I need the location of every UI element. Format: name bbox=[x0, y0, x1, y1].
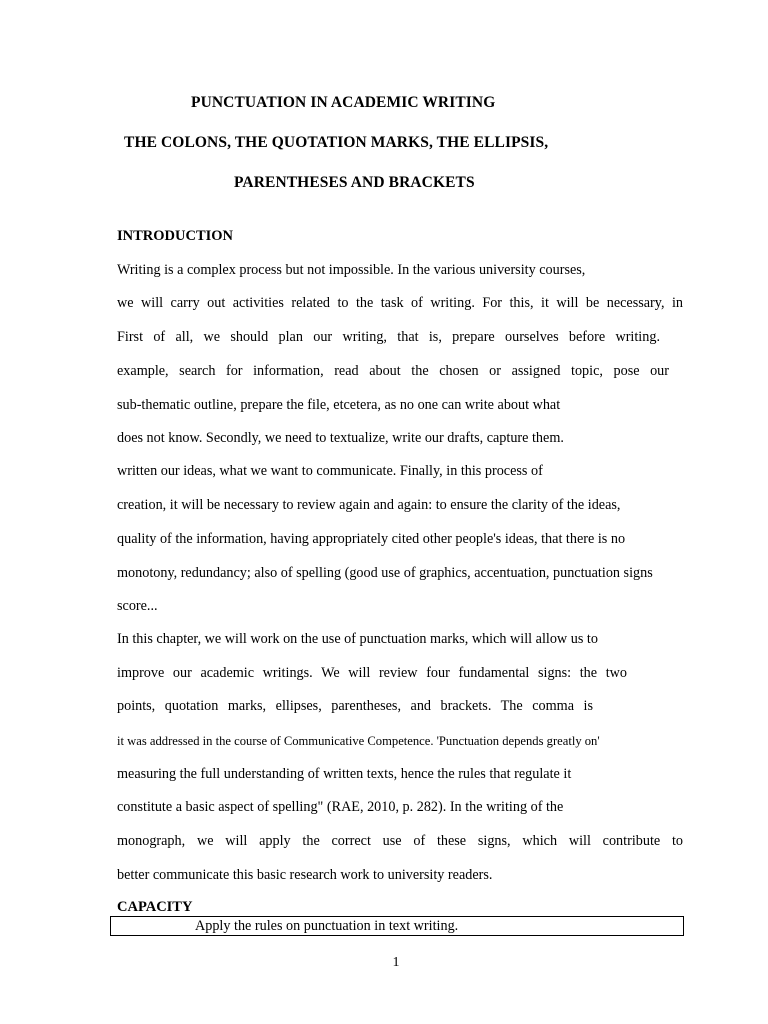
paragraph-line: First of all, we should plan our writing, that is, prepare ourselves before writing. bbox=[117, 329, 660, 345]
document-subtitle-line-1: THE COLONS, THE QUOTATION MARKS, THE ELLIPSIS, bbox=[124, 134, 549, 151]
paragraph-line: measuring the full understanding of written texts, hence the rules that regulate it bbox=[117, 766, 572, 782]
paragraph-line: better communicate this basic research work to university readers. bbox=[117, 867, 493, 883]
capacity-heading: CAPACITY bbox=[117, 899, 193, 915]
paragraph-line: In this chapter, we will work on the use of punctuation marks, which will allow us to bbox=[117, 631, 598, 647]
capacity-box bbox=[110, 916, 684, 936]
paragraph-line: Writing is a complex process but not impossible. In the various university courses, bbox=[117, 262, 586, 278]
paragraph-line: creation, it will be necessary to review again and again: to ensure the clarity of the ideas, bbox=[117, 497, 621, 513]
paragraph-line: does not know. Secondly, we need to textualize, write our drafts, capture them. bbox=[117, 430, 564, 446]
paragraph-line: score... bbox=[117, 598, 158, 614]
paragraph-line: improve our academic writings. We will review four fundamental signs: the two bbox=[117, 665, 627, 681]
paragraph-line: monograph, we will apply the correct use of these signs, which will contribute to bbox=[117, 833, 683, 849]
paragraph-line: constitute a basic aspect of spelling" (RAE, 2010, p. 282). In the writing of the bbox=[117, 799, 564, 815]
document-title: PUNCTUATION IN ACADEMIC WRITING bbox=[191, 94, 496, 111]
paragraph-line: we will carry out activities related to the task of writing. For this, it will be necessary, in bbox=[117, 295, 683, 311]
paragraph-line: quality of the information, having appropriately cited other people's ideas, that there is no bbox=[117, 531, 626, 547]
paragraph-line: sub-thematic outline, prepare the file, etcetera, as no one can write about what bbox=[117, 397, 561, 413]
paragraph-line: monotony, redundancy; also of spelling (good use of graphics, accentuation, punctuation signs bbox=[117, 565, 653, 581]
paragraph-line: points, quotation marks, ellipses, parentheses, and brackets. The comma is bbox=[117, 698, 593, 714]
introduction-heading: INTRODUCTION bbox=[117, 228, 234, 244]
paragraph-line: written our ideas, what we want to communicate. Finally, in this process of bbox=[117, 463, 543, 479]
paragraph-line: example, search for information, read about the chosen or assigned topic, pose our bbox=[117, 363, 669, 379]
document-subtitle-line-2: PARENTHESES AND BRACKETS bbox=[234, 174, 475, 191]
capacity-text: Apply the rules on punctuation in text writing. bbox=[195, 918, 459, 934]
page-number: 1 bbox=[392, 955, 400, 970]
paragraph-line: it was addressed in the course of Communicative Competence. 'Punctuation depends greatly on' bbox=[117, 734, 600, 748]
